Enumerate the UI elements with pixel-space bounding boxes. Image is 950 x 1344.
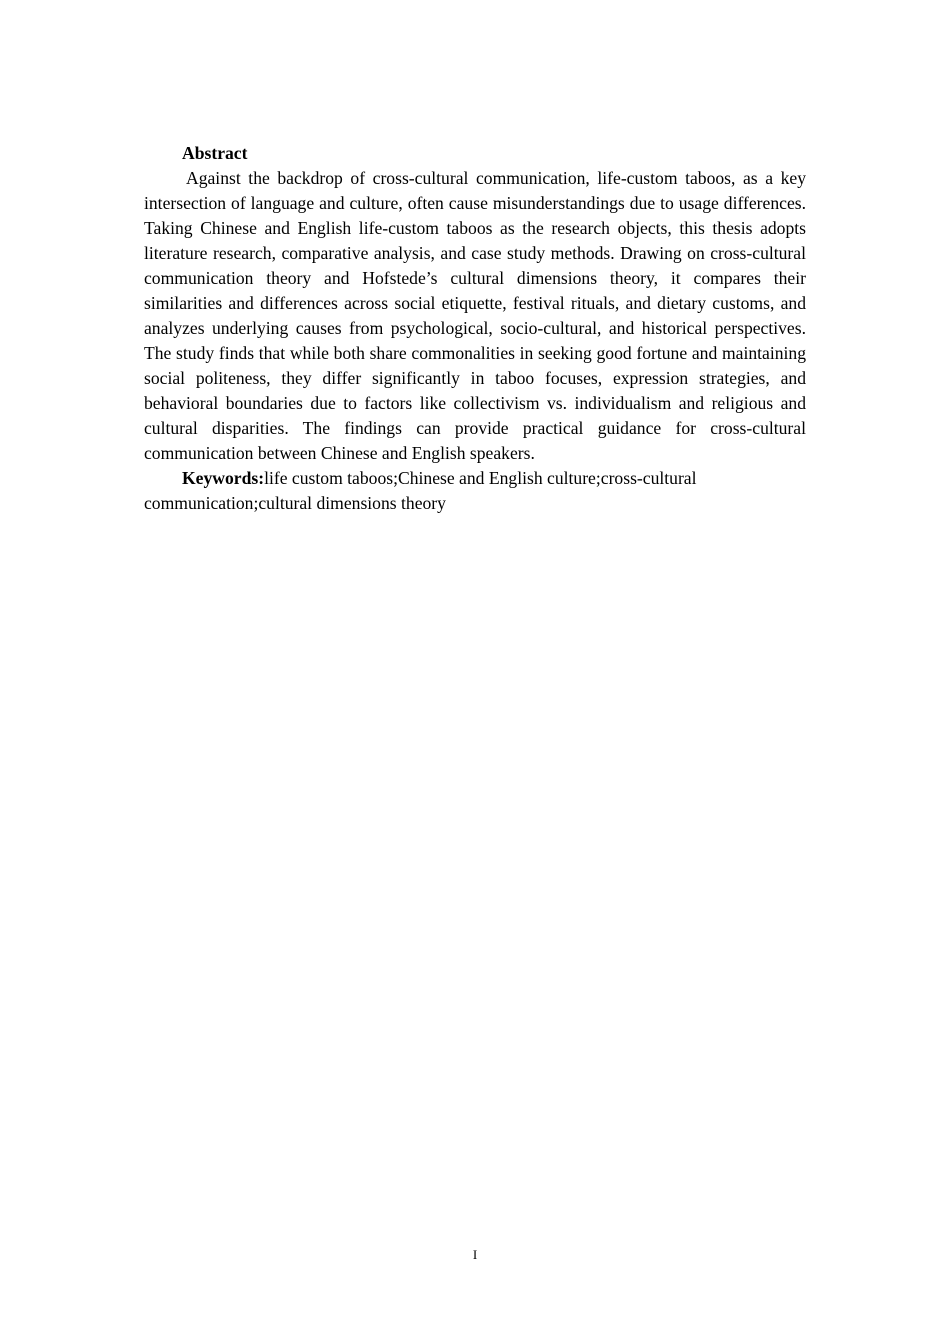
keywords-line (144, 466, 806, 516)
abstract-heading: Abstract (182, 143, 248, 163)
page-number: I (472, 1247, 478, 1262)
abstract-section (144, 141, 806, 516)
keywords-label: Keywords: (182, 468, 265, 488)
abstract-body: Against the backdrop of cross-cultural communication, life-custom taboos, as a key intersection of language and culture, often cause misunderstandings due to usage differences. Taking Chinese and English life-custom taboos as the research objects, this thesis adopts literature research, comparative analysis, and case study methods. Drawing on cross-cultural communication theory and Hofstede’s cultural dimensions theory, it compares their similarities and differences across social etiquette, festival rituals, and dietary customs, and analyzes underlying causes from psychological, socio-cultural, and historical perspectives. The study finds that while both share commonalities in seeking good fortune and maintaining social politeness, they differ significantly in taboo focuses, expression strategies, and behavioral boundaries due to factors like collectivism vs. individualism and religious and cultural disparities. The findings can provide practical guidance for cross-cultural communication between Chinese and English speakers. (144, 168, 806, 463)
keywords-text: life custom taboos;Chinese and English culture;cross-cultural communication;cultural dimensions theory (144, 468, 697, 513)
